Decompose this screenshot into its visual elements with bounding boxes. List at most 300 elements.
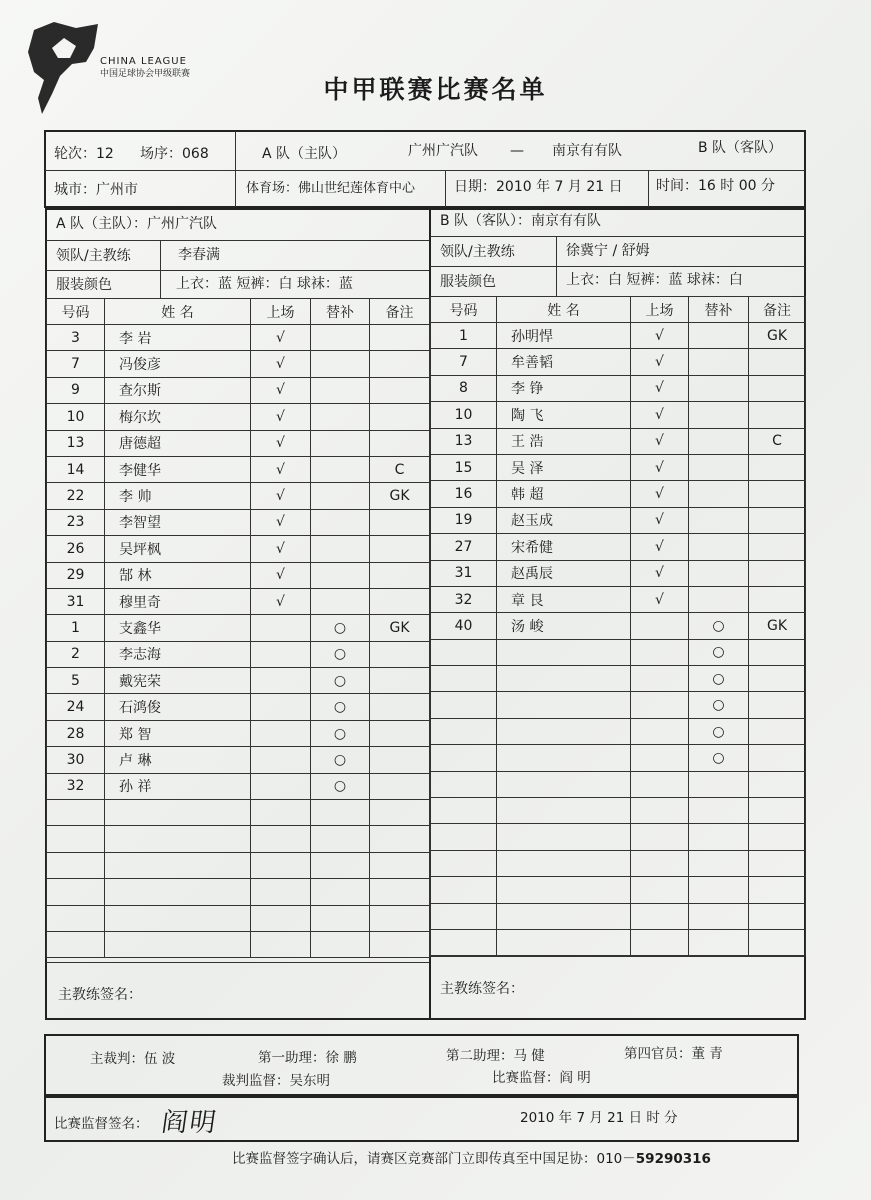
team-a-column-1: 姓 名: [105, 299, 251, 325]
team-a-player-starter: [251, 905, 311, 931]
team-b-player-remark: [749, 507, 806, 533]
logo-subtext: 中国足球协会甲级联赛: [100, 69, 191, 79]
team-b-player-name: [497, 903, 631, 929]
team-b-player-number: 27: [431, 534, 497, 560]
team-a-player-remark: [370, 430, 430, 456]
team-a-player-name: 李健华: [105, 456, 251, 482]
team-a-player-row: [47, 483, 430, 509]
team-a-player-name: [105, 931, 251, 957]
team-b-player-number: [431, 718, 497, 744]
team-a-player-name: 戴宪荣: [105, 668, 251, 694]
team-a-player-number: [47, 826, 105, 852]
team-b-player-name: [497, 771, 631, 797]
team-b-player-substitute: [689, 798, 749, 824]
team-a-player-starter: √: [251, 351, 311, 377]
team-a-player-remark: [370, 905, 430, 931]
team-b-player-remark: [749, 586, 806, 612]
team-b-player-substitute: [689, 454, 749, 480]
team-a-player-number: 24: [47, 694, 105, 720]
team-a-player-remark: [370, 720, 430, 746]
team-a-player-number: 30: [47, 747, 105, 773]
team-a-player-starter: [251, 720, 311, 746]
team-b-player-starter: [631, 639, 689, 665]
team-b-player-remark: [749, 349, 806, 375]
team-b-player-remark: [749, 771, 806, 797]
team-a-player-substitute: [311, 325, 370, 351]
team-a-player-row: [47, 852, 430, 878]
team-b-coach-signature-label: 主教练签名：: [440, 981, 524, 997]
team-a-player-starter: √: [251, 483, 311, 509]
team-b-column-header-row: [431, 297, 806, 323]
team-a-player-remark: [370, 377, 430, 403]
team-a-player-starter: [251, 615, 311, 641]
team-a-player-remark: [370, 800, 430, 826]
team-b-player-starter: √: [631, 375, 689, 401]
team-a-player-remark: GK: [370, 483, 430, 509]
team-b-player-name: 陶 飞: [497, 402, 631, 428]
team-b-player-name: 赵玉成: [497, 507, 631, 533]
team-a-player-name: 李智望: [105, 509, 251, 535]
team-a-player-starter: [251, 852, 311, 878]
team-b-player-starter: √: [631, 323, 689, 349]
team-b-player-remark: GK: [749, 323, 806, 349]
match-supervisor: 比赛监督：阎 明: [492, 1070, 591, 1086]
match-date: 日期：2010 年 7 月 21 日: [454, 179, 623, 195]
team-b-player-remark: [749, 375, 806, 401]
team-b-player-name: [497, 929, 631, 955]
team-b-player-starter: [631, 613, 689, 639]
team-a-player-name: 梅尔坎: [105, 404, 251, 430]
team-b-player-row: [431, 586, 806, 612]
team-b-header: B 队（客队）：南京有有队: [440, 213, 602, 229]
team-b-player-name: [497, 745, 631, 771]
team-a-player-substitute: ○: [311, 615, 370, 641]
team-b-player-row: [431, 349, 806, 375]
team-b-player-row: [431, 877, 806, 903]
team-a-player-number: 26: [47, 536, 105, 562]
team-b-player-name: 赵禹辰: [497, 560, 631, 586]
team-b-player-substitute: [689, 375, 749, 401]
team-a-player-name: 冯俊彦: [105, 351, 251, 377]
team-a-player-row: [47, 747, 430, 773]
team-b-player-number: [431, 929, 497, 955]
team-b-player-row: [431, 824, 806, 850]
team-b-player-remark: [749, 850, 806, 876]
team-b-player-name: [497, 850, 631, 876]
team-b-player-starter: √: [631, 586, 689, 612]
team-a-player-starter: [251, 931, 311, 957]
team-a-player-substitute: [311, 588, 370, 614]
round-number: 轮次：12: [54, 146, 114, 162]
team-a-player-row: [47, 615, 430, 641]
team-a-player-substitute: [311, 905, 370, 931]
team-b-player-starter: √: [631, 560, 689, 586]
team-b-column-3: 替补: [689, 297, 749, 323]
team-b-player-starter: [631, 824, 689, 850]
team-a-player-number: 5: [47, 668, 105, 694]
team-b-player-row: [431, 402, 806, 428]
team-b-player-row: [431, 718, 806, 744]
team-b-coach: 徐冀宁 / 舒姆: [566, 243, 650, 259]
team-a-player-row: [47, 456, 430, 482]
team-a-player-name: 穆里奇: [105, 588, 251, 614]
team-b-player-number: 8: [431, 375, 497, 401]
team-b-player-substitute: [689, 929, 749, 955]
team-b-player-remark: [749, 560, 806, 586]
team-a-label: A 队（主队）: [262, 146, 347, 162]
team-b-player-substitute: ○: [689, 692, 749, 718]
match-time: 时间：16 时 00 分: [656, 178, 775, 194]
supervisor-sign-date: 2010 年 7 月 21 日 时 分: [520, 1110, 678, 1126]
team-a-player-number: 28: [47, 720, 105, 746]
team-b-player-remark: [749, 877, 806, 903]
assistant-referee-1: 第一助理：徐 鹏: [258, 1050, 357, 1066]
team-a-player-remark: [370, 325, 430, 351]
team-b-player-starter: [631, 850, 689, 876]
team-b-label: B 队（客队）: [698, 140, 783, 156]
team-b-player-remark: [749, 929, 806, 955]
team-b-player-starter: [631, 771, 689, 797]
team-b-player-row: [431, 745, 806, 771]
team-b-player-starter: √: [631, 349, 689, 375]
away-team-name: 南京有有队: [552, 143, 622, 159]
team-b-player-substitute: [689, 402, 749, 428]
team-b-player-name: 吴 泽: [497, 454, 631, 480]
team-a-player-row: [47, 720, 430, 746]
city: 城市：广州市: [54, 182, 138, 198]
team-a-player-starter: [251, 668, 311, 694]
main-referee: 主裁判：伍 波: [90, 1051, 176, 1067]
team-b-player-remark: [749, 798, 806, 824]
team-b-player-number: 15: [431, 454, 497, 480]
team-b-player-substitute: [689, 824, 749, 850]
team-b-player-name: [497, 877, 631, 903]
team-b-player-number: [431, 850, 497, 876]
team-b-player-row: [431, 534, 806, 560]
team-b-player-starter: √: [631, 454, 689, 480]
team-b-player-row: [431, 850, 806, 876]
team-b-player-name: 孙明悍: [497, 323, 631, 349]
team-b-player-number: 19: [431, 507, 497, 533]
team-a-player-number: [47, 800, 105, 826]
team-b-player-remark: [749, 534, 806, 560]
team-b-player-number: 13: [431, 428, 497, 454]
team-b-player-substitute: ○: [689, 613, 749, 639]
team-a-player-row: [47, 641, 430, 667]
team-a-player-remark: [370, 351, 430, 377]
team-a-kit: 上衣：蓝 短裤：白 球袜：蓝: [176, 276, 353, 292]
team-a-player-substitute: [311, 351, 370, 377]
team-a-player-substitute: [311, 562, 370, 588]
team-b-player-number: [431, 877, 497, 903]
team-b-player-substitute: [689, 586, 749, 612]
team-a-player-starter: [251, 694, 311, 720]
team-b-player-row: [431, 323, 806, 349]
team-b-player-starter: √: [631, 402, 689, 428]
venue: 体育场：佛山世纪莲体育中心: [246, 181, 416, 196]
team-b-player-number: [431, 745, 497, 771]
team-a-player-row: [47, 351, 430, 377]
team-a-player-remark: [370, 536, 430, 562]
team-a-player-row: [47, 694, 430, 720]
team-b-player-remark: GK: [749, 613, 806, 639]
team-a-player-row: [47, 905, 430, 931]
supervisor-handwritten-signature: 阎明: [159, 1108, 220, 1138]
team-b-player-name: 李 铮: [497, 375, 631, 401]
team-b-player-row: [431, 929, 806, 955]
team-a-player-name: 唐德超: [105, 430, 251, 456]
team-a-player-number: [47, 852, 105, 878]
team-a-player-number: 32: [47, 773, 105, 799]
team-b-player-name: 王 浩: [497, 428, 631, 454]
team-b-player-row: [431, 428, 806, 454]
team-a-column-header-row: [47, 299, 430, 325]
team-a-player-starter: [251, 826, 311, 852]
team-a-player-name: 查尔斯: [105, 377, 251, 403]
team-b-player-row: [431, 903, 806, 929]
team-a-player-remark: [370, 562, 430, 588]
team-b-player-name: 章 艮: [497, 586, 631, 612]
team-b-player-starter: [631, 718, 689, 744]
team-a-player-substitute: [311, 826, 370, 852]
team-a-player-remark: [370, 931, 430, 957]
team-a-coach-signature-label: 主教练签名：: [58, 987, 142, 1003]
team-b-player-number: 1: [431, 323, 497, 349]
team-a-player-name: 石鸿俊: [105, 694, 251, 720]
team-a-player-name: [105, 826, 251, 852]
team-b-player-number: [431, 639, 497, 665]
match-info-box: [44, 130, 806, 208]
team-a-player-number: 2: [47, 641, 105, 667]
team-a-player-substitute: [311, 852, 370, 878]
team-a-player-starter: √: [251, 404, 311, 430]
team-a-roster-table: [46, 298, 430, 958]
team-a-player-starter: √: [251, 509, 311, 535]
team-b-player-name: [497, 824, 631, 850]
team-a-player-name: 李 岩: [105, 325, 251, 351]
team-a-player-remark: [370, 773, 430, 799]
team-a-player-number: 22: [47, 483, 105, 509]
team-b-player-remark: [749, 718, 806, 744]
team-a-player-remark: [370, 588, 430, 614]
team-b-player-remark: C: [749, 428, 806, 454]
team-b-player-substitute: [689, 323, 749, 349]
team-a-player-name: 支鑫华: [105, 615, 251, 641]
team-a-player-remark: [370, 852, 430, 878]
team-a-player-remark: [370, 668, 430, 694]
supervisor-signature-label: 比赛监督签名：: [54, 1116, 149, 1132]
versus-dash: —: [510, 143, 524, 159]
team-b-player-number: [431, 903, 497, 929]
fax-number: 59290316: [635, 1151, 711, 1167]
team-b-player-substitute: [689, 428, 749, 454]
team-b-player-starter: √: [631, 481, 689, 507]
team-b-player-starter: [631, 745, 689, 771]
team-a-player-number: 3: [47, 325, 105, 351]
team-b-player-remark: [749, 666, 806, 692]
team-b-player-substitute: [689, 349, 749, 375]
team-a-player-starter: [251, 747, 311, 773]
team-a-player-substitute: ○: [311, 773, 370, 799]
team-a-player-number: [47, 879, 105, 905]
team-a-player-remark: [370, 694, 430, 720]
team-a-player-remark: C: [370, 456, 430, 482]
team-b-column-1: 姓 名: [497, 297, 631, 323]
team-a-player-substitute: [311, 483, 370, 509]
team-b-player-remark: [749, 454, 806, 480]
footer-text: 比赛监督签字确认后，请赛区竞赛部门立即传真至中国足协：010－: [232, 1151, 636, 1167]
team-b-player-name: [497, 718, 631, 744]
team-b-player-row: [431, 560, 806, 586]
supervisor-signature-box: [44, 1096, 799, 1142]
team-a-player-number: 7: [47, 351, 105, 377]
team-b-player-number: 16: [431, 481, 497, 507]
team-b-player-remark: [749, 639, 806, 665]
logo-text: CHINA LEAGUE: [100, 56, 187, 67]
team-a-player-row: [47, 509, 430, 535]
assistant-referee-2: 第二助理：马 健: [446, 1048, 545, 1064]
team-b-player-substitute: [689, 481, 749, 507]
team-b-player-number: 40: [431, 613, 497, 639]
team-b-player-substitute: ○: [689, 639, 749, 665]
home-team-name: 广州广汽队: [408, 143, 478, 159]
team-a-player-name: 郑 智: [105, 720, 251, 746]
footer-instruction: [232, 1147, 711, 1167]
team-b-player-row: [431, 639, 806, 665]
team-a-player-row: [47, 879, 430, 905]
team-b-player-starter: [631, 798, 689, 824]
team-a-player-remark: GK: [370, 615, 430, 641]
team-a-player-row: [47, 325, 430, 351]
team-a-player-substitute: [311, 879, 370, 905]
team-a-player-name: 卢 琳: [105, 747, 251, 773]
match-sequence: 场序：068: [140, 146, 209, 162]
team-a-player-substitute: [311, 430, 370, 456]
team-b-player-row: [431, 666, 806, 692]
team-a-player-number: 23: [47, 509, 105, 535]
team-a-player-remark: [370, 641, 430, 667]
fourth-official: 第四官员：董 青: [624, 1046, 723, 1062]
team-a-player-name: 吴坪枫: [105, 536, 251, 562]
team-a-player-number: 10: [47, 404, 105, 430]
team-a-player-name: 李 帅: [105, 483, 251, 509]
team-a-player-starter: √: [251, 536, 311, 562]
team-b-player-number: [431, 771, 497, 797]
team-b-player-name: 宋希健: [497, 534, 631, 560]
team-a-player-row: [47, 430, 430, 456]
team-b-player-substitute: ○: [689, 745, 749, 771]
team-a-player-remark: [370, 879, 430, 905]
team-a-player-row: [47, 800, 430, 826]
team-b-player-name: 韩 超: [497, 481, 631, 507]
team-a-player-substitute: ○: [311, 720, 370, 746]
team-a-player-substitute: ○: [311, 641, 370, 667]
team-b-player-name: 牟善韬: [497, 349, 631, 375]
team-a-player-number: 29: [47, 562, 105, 588]
team-a-player-number: [47, 931, 105, 957]
team-a-player-starter: √: [251, 325, 311, 351]
team-b-player-remark: [749, 402, 806, 428]
team-a-player-name: 李志海: [105, 641, 251, 667]
team-b-player-row: [431, 454, 806, 480]
team-a-column-2: 上场: [251, 299, 311, 325]
team-b-player-remark: [749, 903, 806, 929]
team-b-player-row: [431, 613, 806, 639]
team-b-player-remark: [749, 745, 806, 771]
referee-supervisor: 裁判监督：吴东明: [222, 1073, 330, 1089]
team-a-player-row: [47, 773, 430, 799]
team-a-player-substitute: [311, 456, 370, 482]
team-a-player-substitute: ○: [311, 747, 370, 773]
team-b-player-name: [497, 798, 631, 824]
team-a-coach-label: 领队/主教练: [56, 248, 131, 264]
team-a-player-starter: √: [251, 588, 311, 614]
team-a-player-row: [47, 826, 430, 852]
team-b-player-number: [431, 798, 497, 824]
team-b-column-2: 上场: [631, 297, 689, 323]
team-b-player-substitute: [689, 850, 749, 876]
team-a-player-substitute: [311, 800, 370, 826]
team-a-player-row: [47, 404, 430, 430]
team-b-player-row: [431, 692, 806, 718]
team-b-player-starter: [631, 692, 689, 718]
team-b-roster-table: [430, 296, 806, 956]
team-b-player-remark: [749, 481, 806, 507]
team-a-player-substitute: [311, 404, 370, 430]
team-a-player-starter: √: [251, 377, 311, 403]
team-a-player-substitute: [311, 931, 370, 957]
team-b-player-name: [497, 666, 631, 692]
team-b-column-0: 号码: [431, 297, 497, 323]
team-b-player-starter: √: [631, 534, 689, 560]
team-b-player-number: 7: [431, 349, 497, 375]
team-b-player-substitute: ○: [689, 718, 749, 744]
team-a-player-name: 郜 林: [105, 562, 251, 588]
team-a-player-row: [47, 536, 430, 562]
team-a-player-starter: √: [251, 562, 311, 588]
team-a-player-starter: [251, 800, 311, 826]
team-b-player-substitute: [689, 903, 749, 929]
team-a-player-substitute: ○: [311, 694, 370, 720]
team-a-coach: 李春满: [178, 247, 220, 263]
team-a-player-number: 14: [47, 456, 105, 482]
team-a-player-name: 孙 祥: [105, 773, 251, 799]
team-b-player-starter: [631, 903, 689, 929]
team-b-player-number: [431, 692, 497, 718]
team-a-player-starter: [251, 879, 311, 905]
team-a-player-substitute: [311, 377, 370, 403]
team-b-kit: 上衣：白 短裤：蓝 球袜：白: [566, 272, 743, 288]
team-a-player-number: [47, 905, 105, 931]
team-a-player-number: 31: [47, 588, 105, 614]
team-a-player-row: [47, 377, 430, 403]
team-a-player-remark: [370, 509, 430, 535]
team-b-player-name: 汤 峻: [497, 613, 631, 639]
team-b-player-starter: √: [631, 507, 689, 533]
team-a-column-4: 备注: [370, 299, 430, 325]
team-b-player-number: [431, 666, 497, 692]
team-a-player-number: 1: [47, 615, 105, 641]
team-a-player-row: [47, 588, 430, 614]
page-title: 中甲联赛比赛名单: [323, 75, 548, 104]
team-b-player-number: [431, 824, 497, 850]
team-b-player-substitute: ○: [689, 666, 749, 692]
team-b-player-starter: [631, 929, 689, 955]
team-b-player-number: 31: [431, 560, 497, 586]
team-a-player-row: [47, 668, 430, 694]
team-a-player-name: [105, 852, 251, 878]
team-b-player-starter: √: [631, 428, 689, 454]
